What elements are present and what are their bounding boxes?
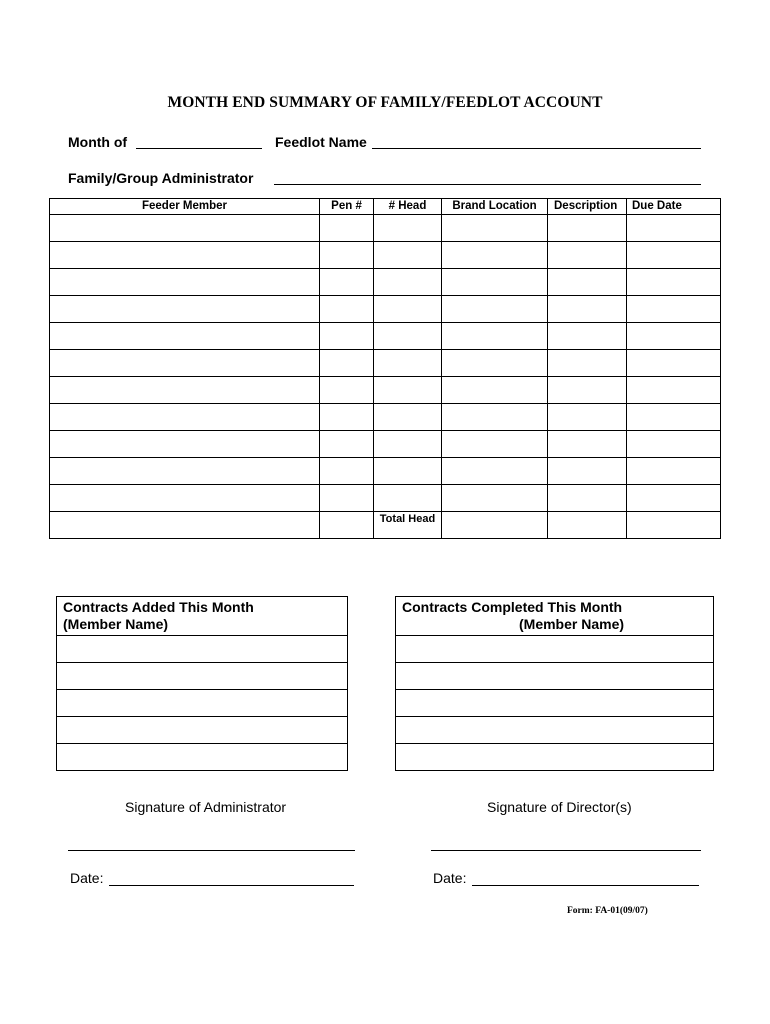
table-cell[interactable] [50, 296, 320, 323]
table-cell[interactable] [50, 215, 320, 242]
table-cell[interactable] [627, 269, 721, 296]
table-row [50, 404, 721, 431]
month-field[interactable] [136, 134, 262, 149]
col-header-description: Description [548, 199, 627, 215]
contracts-completed-cell[interactable] [396, 744, 714, 771]
contracts-completed-cell[interactable] [396, 690, 714, 717]
table-cell[interactable] [320, 458, 374, 485]
total-head-value[interactable] [442, 512, 548, 539]
contracts-added-cell[interactable] [57, 744, 348, 771]
contracts-completed-row [396, 663, 714, 690]
table-cell[interactable] [374, 431, 442, 458]
contracts-added-subtitle: (Member Name) [63, 616, 169, 632]
table-cell[interactable] [548, 269, 627, 296]
page-title: MONTH END SUMMARY OF FAMILY/FEEDLOT ACCOUNT [167, 94, 603, 111]
table-cell[interactable] [548, 296, 627, 323]
signature-director-label: Signature of Director(s) [487, 799, 632, 815]
table-cell[interactable] [442, 242, 548, 269]
contracts-added-cell[interactable] [57, 636, 348, 663]
table-cell[interactable] [627, 458, 721, 485]
contracts-completed-subtitle: (Member Name) [519, 616, 625, 632]
col-header-brand-location: Brand Location [442, 199, 548, 215]
table-row [50, 323, 721, 350]
contracts-added-row [57, 636, 348, 663]
total-row [50, 512, 721, 539]
contracts-added-row [57, 744, 348, 771]
table-cell[interactable] [50, 377, 320, 404]
administrator-label: Family/Group Administrator [68, 170, 254, 186]
table-cell[interactable] [627, 323, 721, 350]
contracts-added-row [57, 690, 348, 717]
table-cell[interactable] [442, 458, 548, 485]
admin-date-field[interactable] [109, 871, 354, 886]
table-cell[interactable] [442, 215, 548, 242]
table-cell[interactable] [627, 431, 721, 458]
contracts-completed-row [396, 717, 714, 744]
table-cell[interactable] [320, 431, 374, 458]
table-cell[interactable] [50, 431, 320, 458]
table-row [50, 431, 721, 458]
director-date-field[interactable] [472, 871, 699, 886]
table-cell[interactable] [627, 377, 721, 404]
admin-date-label: Date: [70, 870, 104, 886]
administrator-field[interactable] [274, 170, 701, 185]
contracts-completed-row [396, 636, 714, 663]
contracts-added-table [56, 596, 348, 771]
table-row [50, 377, 721, 404]
table-cell[interactable] [320, 296, 374, 323]
table-cell[interactable] [627, 485, 721, 512]
table-header-row [50, 199, 721, 215]
contracts-completed-title: Contracts Completed This Month [402, 599, 623, 615]
table-cell[interactable] [320, 323, 374, 350]
table-cell[interactable] [548, 512, 627, 539]
director-date-label: Date: [433, 870, 467, 886]
table-cell[interactable] [442, 377, 548, 404]
table-row [50, 296, 721, 323]
table-cell[interactable] [50, 350, 320, 377]
table-cell[interactable] [442, 350, 548, 377]
signature-administrator-label: Signature of Administrator [125, 799, 287, 815]
signature-administrator-field[interactable] [68, 836, 355, 851]
table-cell[interactable] [374, 323, 442, 350]
table-cell[interactable] [627, 242, 721, 269]
col-header-pen: Pen # [320, 199, 374, 215]
contracts-completed-table [395, 596, 714, 771]
table-cell[interactable] [50, 512, 320, 539]
contracts-completed-cell[interactable] [396, 663, 714, 690]
table-cell[interactable] [50, 404, 320, 431]
table-cell[interactable] [320, 269, 374, 296]
table-cell[interactable] [548, 377, 627, 404]
table-row [50, 485, 721, 512]
table-cell[interactable] [320, 350, 374, 377]
col-header-due-date: Due Date [627, 199, 721, 215]
table-cell[interactable] [442, 404, 548, 431]
table-cell[interactable] [374, 296, 442, 323]
contracts-completed-cell[interactable] [396, 636, 714, 663]
table-cell[interactable] [320, 404, 374, 431]
table-cell[interactable] [442, 485, 548, 512]
contracts-added-cell[interactable] [57, 717, 348, 744]
table-cell[interactable] [548, 215, 627, 242]
col-header-head: # Head [374, 199, 442, 215]
table-cell[interactable] [627, 512, 721, 539]
col-header-feeder-member: Feeder Member [50, 199, 320, 215]
table-cell[interactable] [50, 458, 320, 485]
table-cell[interactable] [374, 458, 442, 485]
table-cell[interactable] [374, 215, 442, 242]
table-cell[interactable] [50, 485, 320, 512]
table-cell[interactable] [548, 458, 627, 485]
table-row [50, 269, 721, 296]
total-head-label: Total Head [374, 512, 442, 539]
contracts-added-row [57, 663, 348, 690]
table-cell[interactable] [50, 269, 320, 296]
table-cell[interactable] [50, 242, 320, 269]
table-cell[interactable] [442, 431, 548, 458]
feedlot-name-label: Feedlot Name [275, 134, 367, 150]
table-cell[interactable] [548, 242, 627, 269]
feedlot-name-field[interactable] [372, 134, 701, 149]
contracts-added-heading [57, 597, 348, 636]
table-cell[interactable] [548, 485, 627, 512]
table-cell[interactable] [320, 377, 374, 404]
table-cell[interactable] [374, 269, 442, 296]
contracts-completed-row [396, 744, 714, 771]
table-cell[interactable] [442, 323, 548, 350]
table-cell[interactable] [320, 242, 374, 269]
table-cell[interactable] [320, 485, 374, 512]
contracts-added-cell[interactable] [57, 663, 348, 690]
table-cell[interactable] [374, 350, 442, 377]
table-cell[interactable] [320, 215, 374, 242]
table-cell[interactable] [548, 350, 627, 377]
table-row [50, 350, 721, 377]
table-cell[interactable] [627, 350, 721, 377]
table-cell[interactable] [548, 431, 627, 458]
table-cell[interactable] [50, 323, 320, 350]
contracts-completed-cell[interactable] [396, 717, 714, 744]
table-cell[interactable] [320, 512, 374, 539]
contracts-added-row [57, 717, 348, 744]
table-cell[interactable] [627, 404, 721, 431]
table-row [50, 458, 721, 485]
table-cell[interactable] [374, 377, 442, 404]
table-row [50, 215, 721, 242]
contracts-added-title: Contracts Added This Month [63, 599, 254, 615]
table-cell[interactable] [627, 215, 721, 242]
contracts-completed-row [396, 690, 714, 717]
table-cell[interactable] [442, 296, 548, 323]
table-cell[interactable] [627, 296, 721, 323]
table-cell[interactable] [374, 242, 442, 269]
contracts-added-cell[interactable] [57, 690, 348, 717]
table-row [50, 242, 721, 269]
table-cell[interactable] [374, 485, 442, 512]
form-code: Form: FA-01(09/07) [567, 906, 648, 916]
signature-director-field[interactable] [431, 836, 701, 851]
summary-table [49, 198, 721, 539]
contracts-completed-heading [396, 597, 714, 636]
table-cell[interactable] [548, 404, 627, 431]
month-label: Month of [68, 134, 128, 150]
table-cell[interactable] [374, 404, 442, 431]
table-cell[interactable] [442, 269, 548, 296]
table-cell[interactable] [548, 323, 627, 350]
